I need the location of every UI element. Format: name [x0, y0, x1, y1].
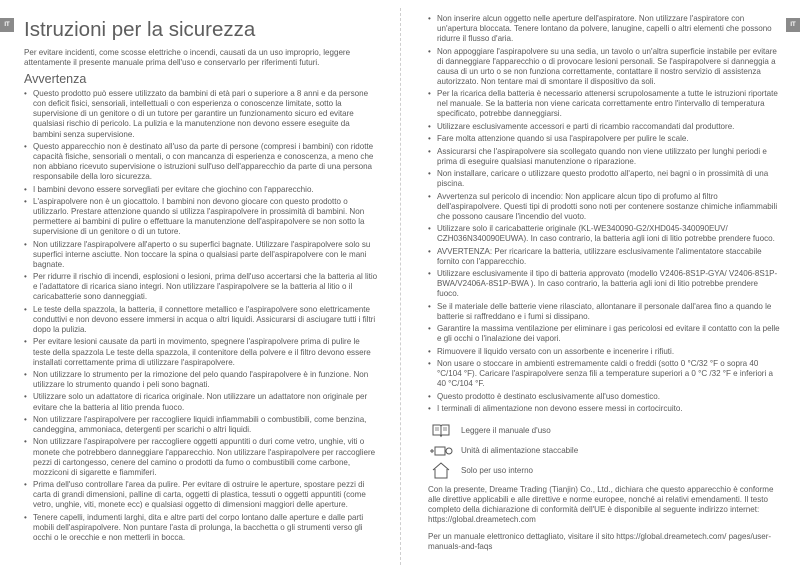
warning-list-right	[428, 14, 780, 414]
language-tab-left: IT	[0, 18, 14, 32]
right-column	[428, 14, 780, 552]
warning-item: • Non utilizzare l'aspirapolvere all'aperto o su superfici bagnate. Utilizzare l'aspirapolvere solo su superfici interne asciutte. Non toccare la spina o qualsiasi parte dell'aspirapolvere con le mani bagnate.	[24, 240, 379, 270]
warning-item: • Tenere capelli, indumenti larghi, dita e altre parti del corpo lontano dalle aperture e dalle parti mobili dell'aspirapolvere. Non puntare l'asta di prolunga, la bacchetta o gli strumenti verso gli occhi o le orecchie e non metterli in bocca.	[24, 513, 379, 543]
page-title: Istruzioni per la sicurezza	[24, 18, 256, 41]
legend-label: Solo per uso interno	[461, 465, 534, 475]
warning-item: • Non appoggiare l'aspirapolvere su una sedia, un tavolo o un'altra superficie instabile per evitare di danneggiare l'apparecchio o di provocare lesioni personali. Se l'aspirapolvere si danneggia a causa di un urto o se non funziona correttamente, contattare il nostro servizio di assistenza autorizzato. Non tentare mai di smontare il dispositivo da soli.	[428, 47, 780, 87]
warning-item: • Questo apparecchio non è destinato all'uso da parte di persone (compresi i bambini) con ridotte capacità fisiche, sensoriali o mentali, o con mancanza di esperienza e conoscenza, a meno che non abbiano ricevuto supervisione o istruzioni sull'uso dell'apparecchio da parte di una persona responsabile della loro sicurezza.	[24, 142, 379, 182]
warning-item: • Utilizzare solo un adattatore di ricarica originale. Non utilizzare un adattatore non originale per evitare che la batteria al litio prenda fuoco.	[24, 392, 379, 412]
warning-item: • Assicurarsi che l'aspirapolvere sia scollegato quando non viene utilizzato per lunghi periodi e prima di eseguire qualsiasi manutenzione o riparazione.	[428, 147, 780, 167]
warning-item: • Non utilizzare l'aspirapolvere per raccogliere oggetti appuntiti o duri come vetro, unghie, viti o monete che potrebbero danneggiare l'apparecchio. Non utilizzare l'aspirapolvere per raccogliere pezzi di cartongesso, cenere del camino o prodotti da fumo o combustibili come carbone, mozziconi di sigarette e fiammiferi.	[24, 437, 379, 477]
left-column	[24, 18, 379, 545]
section-heading-warning: Avvertenza	[24, 72, 87, 87]
symbol-legend	[428, 422, 780, 479]
warning-list-left	[24, 89, 379, 543]
warning-item: • Utilizzare esclusivamente il tipo di batteria approvato (modello V2406-8S1P-GYA/ V2406-8S1P-BWA/V2406A-8S1P-BWA ). In caso contrario, la batteria agli ioni di litio potrebbe prendere fuoco.	[428, 269, 780, 299]
legend-row-indoor	[428, 462, 780, 479]
warning-item: • Utilizzare solo il caricabatterie originale (KL-WE340090-G2/XHD045-340090EUV/ CZH036N340090EUWA). In caso contrario, la batteria agli ioni di litio potrebbe prendere fuoco.	[428, 224, 780, 244]
warning-item: • Non inserire alcun oggetto nelle aperture dell'aspiratore. Non utilizzare l'aspiratore con un'apertura bloccata. Tenere lontano da polvere, lanugine, capelli o altri elementi che possono ridurre il flusso d'aria.	[428, 14, 780, 44]
warning-item: • Questo prodotto è destinato esclusivamente all'uso domestico.	[428, 392, 780, 402]
warning-item: • I bambini devono essere sorvegliati per evitare che giochino con l'apparecchio.	[24, 185, 379, 195]
warning-item: • AVVERTENZA: Per ricaricare la batteria, utilizzare esclusivamente l'alimentatore staccabile fornito con l'apparecchio.	[428, 247, 780, 267]
warning-item: • Non installare, caricare o utilizzare questo prodotto all'aperto, nei bagni o in prossimità di una piscina.	[428, 169, 780, 189]
warning-item: • Utilizzare esclusivamente accessori e parti di ricambio raccomandati dal produttore.	[428, 122, 780, 132]
warning-item: • Non utilizzare l'aspirapolvere per raccogliere liquidi infiammabili o combustibili, come benzina, candeggina, ammoniaca, detergenti per scarichi o altri liquidi.	[24, 415, 379, 435]
warning-item: • L'aspirapolvere non è un giocattolo. I bambini non devono giocare con questo prodotto o utilizzarlo. Prestare attenzione quando si utilizza l'aspirapolvere in prossimità di bambini. Non permettere ai bambini di pulire o effettuare la manutenzione dell'aspirapolvere se non sotto la supervisione di un genitore o di un tutore.	[24, 197, 379, 237]
warning-item: • Rimuovere il liquido versato con un assorbente e incenerire i rifiuti.	[428, 347, 780, 357]
warning-item: • Fare molta attenzione quando si usa l'aspirapolvere per pulire le scale.	[428, 134, 780, 144]
indoor-use-icon	[429, 462, 453, 479]
warning-item: • Per ridurre il rischio di incendi, esplosioni o lesioni, prima dell'uso accertarsi che la batteria al litio e l'adattatore di ricarica siano integri. Non utilizzare l'aspirapolvere se la batteria al litio o il caricabatterie sono danneggiati.	[24, 272, 379, 302]
book-icon	[429, 422, 453, 439]
warning-item: • I terminali di alimentazione non devono essere messi in cortocircuito.	[428, 404, 780, 414]
legend-label: Unità di alimentazione staccabile	[461, 445, 579, 455]
conformity-declaration: Con la presente, Dreame Trading (Tianjin) Co., Ltd., dichiara che questo apparecchio è conforme alle direttive applicabili e alle direttive e norme europee, nonché ai relativi emendamenti. Il testo completo della dichiarazione di conformità dell'UE è disponibile al seguente indirizzo internet: https://global.dreametech.com	[428, 485, 774, 525]
legend-row-power-supply	[428, 442, 780, 459]
warning-item: • Per la ricarica della batteria è necessario attenersi scrupolosamente a tutte le istruzioni riportate nel manuale. Se la batteria non viene caricata correttamente entro l'intervallo di temperatura specificato, potrebbe danneggiarsi.	[428, 89, 780, 119]
warning-item: • Non usare o stoccare in ambienti estremamente caldi o freddi (sotto 0 °C/32 °F o sopra 40 °C/104 °F). Caricare l'aspirapolvere senza fili a temperature superiori a 0 °C /32 °F e inferiori a 40 °C/104 °F.	[428, 359, 780, 389]
detachable-power-supply-icon	[429, 442, 453, 459]
warning-item: • Non utilizzare lo strumento per la rimozione del pelo quando l'aspirapolvere è in funzione. Non utilizzare lo strumento quando i peli sono bagnati.	[24, 370, 379, 390]
warning-item: • Garantire la massima ventilazione per eliminare i gas pericolosi ed evitare il contatto con la pelle e gli occhi o l'inalazione dei vapori.	[428, 324, 780, 344]
warning-item: • Per evitare lesioni causate da parti in movimento, spegnere l'aspirapolvere prima di pulire le teste della spazzola Le teste della spazzola, il contenitore della polvere e il filtro devono essere installati correttamente prima di utilizzare l'aspirapolvere.	[24, 337, 379, 367]
warning-item: • Se il materiale delle batterie viene rilasciato, allontanare il personale dall'area fino a quando le batterie si raffreddano e i fumi si dissipano.	[428, 302, 780, 322]
intro-paragraph: Per evitare incidenti, come scosse elettriche o incendi, causati da un uso improprio, leggere attentamente il presente manuale prima dell'uso e conservarlo per riferimenti futuri.	[24, 48, 351, 68]
manual-link-text: Per un manuale elettronico dettagliato, visitare il sito https://global.dreametech.com/ pages/user-manuals-and-faqs	[428, 531, 772, 551]
warning-item: • Le teste della spazzola, la batteria, il connettore metallico e l'aspirapolvere sono elettricamente conduttivi e non devono essere immersi in acqua o altri liquidi. Assicurarsi di asciugare tutti i filtri dopo la pulizia.	[24, 305, 379, 335]
legend-label: Leggere il manuale d'uso	[461, 425, 551, 435]
language-tab-right: IT	[786, 18, 800, 32]
legend-row-manual	[428, 422, 780, 439]
warning-item: • Questo prodotto può essere utilizzato da bambini di età pari o superiore a 8 anni e da persone con deficit fisici, sensoriali, intellettuali o con esperienza o conoscenze limitate, sotto la supervisione di un genitore o di un tutore per garantire un funzionamento sicuro ed evitare qualsiasi rischio di pericolo. La pulizia e la manutenzione non devono essere eseguite da bambini senza supervisione.	[24, 89, 379, 139]
warning-item: • Prima dell'uso controllare l'area da pulire. Per evitare di ostruire le aperture, spostare pezzi di carta di grandi dimensioni, palline di carta, oggetti di plastica, tessuti o oggetti appuntiti (come vetro, unghie, viti, monete ecc) e qualsiasi oggetto di dimensioni maggiori delle aperture.	[24, 480, 379, 510]
page-divider	[400, 8, 401, 565]
warning-item: • Avvertenza sul pericolo di incendio: Non applicare alcun tipo di profumo al filtro dell'aspirapolvere. Questi tipi di prodotti sono noti per contenere sostanze chimiche infiammabili che possono causare l'incendio del vuoto.	[428, 192, 780, 222]
